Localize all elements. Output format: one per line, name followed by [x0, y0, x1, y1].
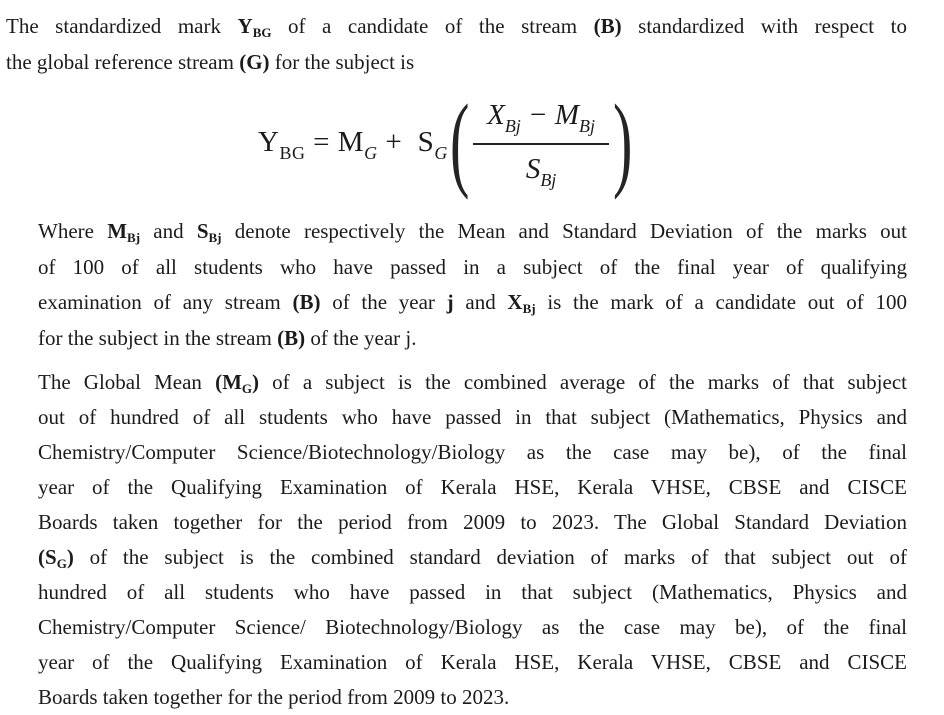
- text-line: for the subject in the stream (B) of the year j.: [38, 325, 417, 350]
- open-paren: (: [449, 83, 470, 200]
- where-paragraph: [38, 214, 907, 356]
- text-line: Chemistry/Computer Science/Biotechnology/Biology as the case may be), of the final: [38, 440, 907, 464]
- text-line: year of the Qualifying Examination of Kerala HSE, Kerala VHSE, CBSE and CISCE: [38, 650, 907, 674]
- intro-paragraph: [6, 9, 907, 80]
- text-line: hundred of all students who have passed in that subject (Mathematics, Physics and: [38, 580, 907, 604]
- global-mean-paragraph: [38, 365, 907, 715]
- text-line: The standardized mark $Y_{BG}$ of a candidate of the stream (B) standardized with respect to: [6, 14, 908, 40]
- fraction-numerator: $X_{Bj} - M_{Bj}$: [473, 99, 609, 145]
- text-line: examination of any stream (B) of the year j and $X_{Bj}$ is the mark of a candidate out of 100: [38, 290, 907, 316]
- close-paren: ): [612, 83, 633, 200]
- text-line: of 100 of all students who have passed in a subject of the final year of qualifying: [38, 254, 907, 279]
- text-line: Boards taken together for the period from 2009 to 2023. The Global Standard Deviation: [38, 510, 907, 534]
- text-line: year of the Qualifying Examination of Kerala HSE, Kerala VHSE, CBSE and CISCE: [38, 475, 907, 499]
- text-line: the global reference stream (G) for the subject is: [6, 49, 415, 74]
- text-line: The Global Mean $(M_G)$ of a subject is the combined average of the marks of that subject: [38, 370, 907, 396]
- formula-lhs: $Y_{BG} = M_G + S_G$: [258, 125, 448, 163]
- text-line: Chemistry/Computer Science/ Biotechnology/Biology as the case may be), of the final: [38, 615, 907, 639]
- text-line: out of hundred of all students who have passed in that subject (Mathematics, Physics and: [38, 405, 907, 429]
- fraction-denominator: $S_{Bj}$: [525, 152, 557, 190]
- standardized-mark-formula: [258, 83, 907, 200]
- text-line: $(S_G)$ of the subject is the combined standard deviation of marks of that subject out of: [38, 545, 907, 571]
- text-line: Boards taken together for the period from 2009 to 2023.: [38, 685, 510, 709]
- text-line: Where $M_{Bj}$ and $S_{Bj}$ denote respectively the Mean and Standard Deviation of the marks out: [38, 219, 907, 245]
- formula-fraction: [473, 98, 609, 190]
